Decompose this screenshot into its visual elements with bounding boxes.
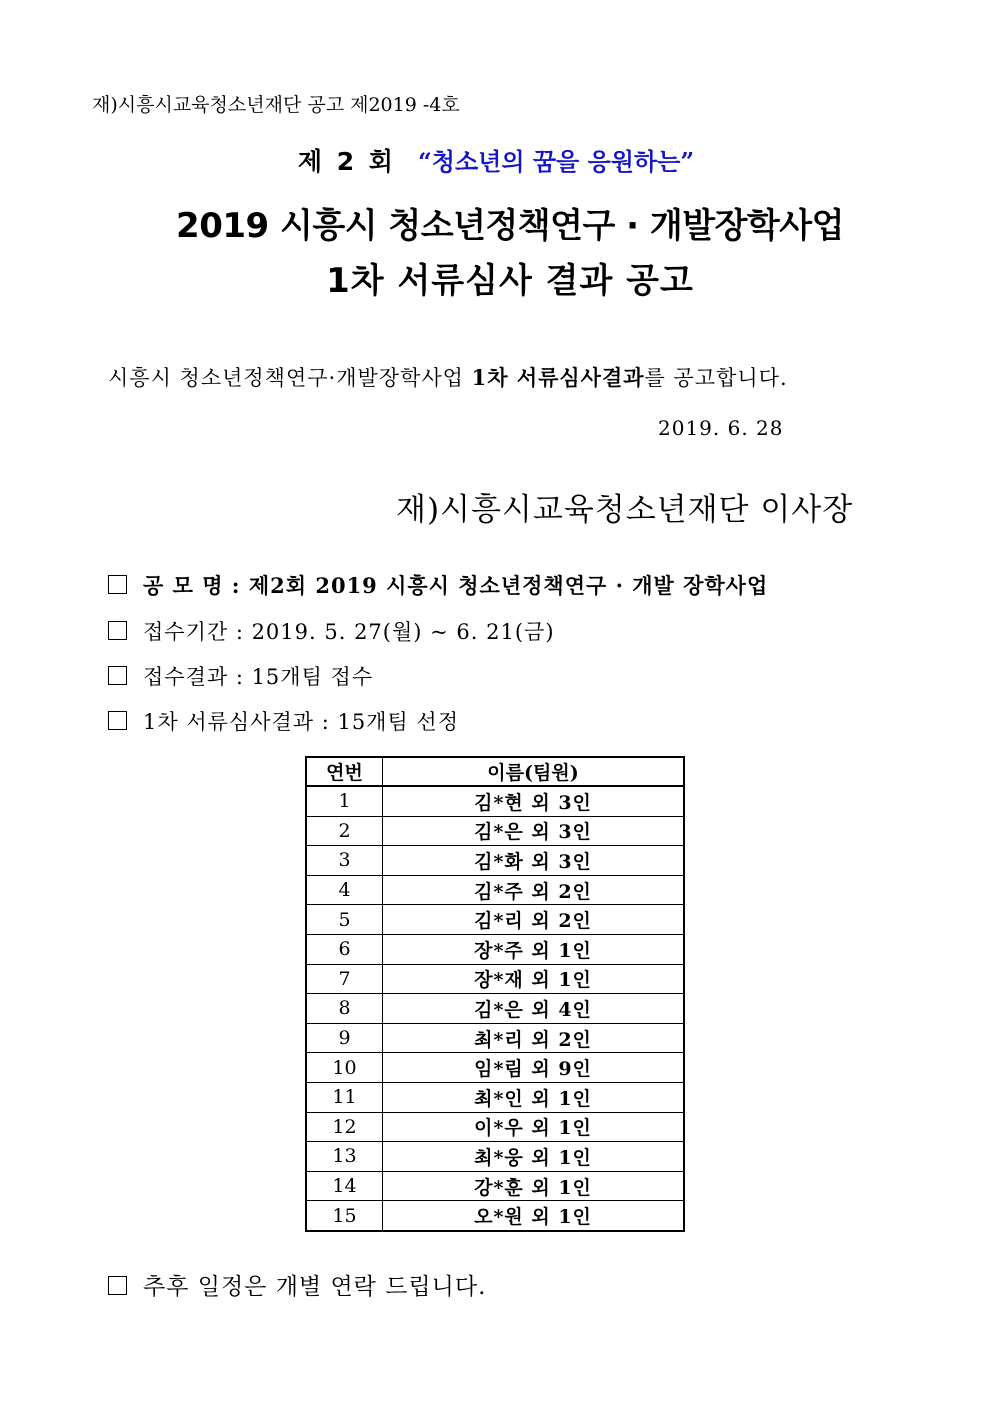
checkbox-icon <box>108 1276 127 1295</box>
row-team-name: 김*은 외 4인 <box>383 994 685 1024</box>
intro-text <box>108 362 788 392</box>
row-number: 4 <box>306 875 383 905</box>
row-number: 1 <box>306 786 383 816</box>
intro-after: 를 공고합니다. <box>644 366 788 390</box>
table-header-row <box>306 757 684 786</box>
row-number: 11 <box>306 1082 383 1112</box>
signature: 재)시흥시교육청소년재단 이사장 <box>396 492 854 528</box>
table-row <box>306 1053 684 1083</box>
row-number: 5 <box>306 905 383 935</box>
row-number: 9 <box>306 1023 383 1053</box>
checkbox-icon <box>108 711 127 730</box>
row-number: 14 <box>306 1171 383 1201</box>
row-team-name: 임*림 외 9인 <box>383 1053 685 1083</box>
row-team-name: 최*인 외 1인 <box>383 1082 685 1112</box>
table-row <box>306 875 684 905</box>
row-number: 6 <box>306 934 383 964</box>
row-number: 8 <box>306 994 383 1024</box>
row-team-name: 장*재 외 1인 <box>383 964 685 994</box>
notice-number: 재)시흥시교육청소년재단 공고 제2019 -4호 <box>92 94 460 116</box>
item-received <box>108 661 373 691</box>
table-row <box>306 1142 684 1172</box>
item-competition-text: 공 모 명 : 제2회 2019 시흥시 청소년정책연구 · 개발 장학사업 <box>143 573 769 598</box>
table-row <box>306 1023 684 1053</box>
table-row <box>306 1082 684 1112</box>
table-row <box>306 786 684 816</box>
row-number: 2 <box>306 816 383 846</box>
notice-date: 2019. 6. 28 <box>658 416 784 440</box>
footer-note-text: 추후 일정은 개별 연락 드립니다. <box>143 1274 487 1300</box>
row-team-name: 김*화 외 3인 <box>383 846 685 876</box>
row-number: 3 <box>306 846 383 876</box>
row-number: 13 <box>306 1142 383 1172</box>
table-row <box>306 816 684 846</box>
table-row <box>306 1171 684 1201</box>
row-team-name: 강*훈 외 1인 <box>383 1171 685 1201</box>
row-team-name: 최*웅 외 1인 <box>383 1142 685 1172</box>
row-team-name: 김*현 외 3인 <box>383 786 685 816</box>
item-result <box>108 706 459 736</box>
row-team-name: 오*원 외 1인 <box>383 1201 685 1231</box>
results-table <box>305 756 685 1232</box>
intro-bold: 1차 서류심사결과 <box>471 365 645 390</box>
item-period <box>108 616 555 646</box>
table-row <box>306 934 684 964</box>
table-row <box>306 964 684 994</box>
page-subtitle: 1차 서류심사 결과 공고 <box>326 261 694 301</box>
row-team-name: 최*리 외 2인 <box>383 1023 685 1053</box>
slogan: “청소년의 꿈을 응원하는” <box>417 147 695 176</box>
row-number: 15 <box>306 1201 383 1231</box>
round-number: 제 2 회 <box>297 147 396 176</box>
footer-note <box>108 1268 486 1301</box>
row-team-name: 장*주 외 1인 <box>383 934 685 964</box>
checkbox-icon <box>108 621 127 640</box>
row-number: 10 <box>306 1053 383 1083</box>
row-team-name: 김*은 외 3인 <box>383 816 685 846</box>
intro-before: 시흥시 청소년정책연구·개발장학사업 <box>108 366 472 390</box>
table-row <box>306 905 684 935</box>
table-row <box>306 1201 684 1231</box>
item-received-text: 접수결과 : 15개팀 접수 <box>143 665 374 689</box>
table-row <box>306 1112 684 1142</box>
checkbox-icon <box>108 666 127 685</box>
row-team-name: 이*우 외 1인 <box>383 1112 685 1142</box>
table-row <box>306 994 684 1024</box>
item-period-text: 접수기간 : 2019. 5. 27(월) ~ 6. 21(금) <box>143 620 555 644</box>
item-competition <box>108 570 768 600</box>
row-team-name: 김*주 외 2인 <box>383 875 685 905</box>
checkbox-icon <box>108 575 127 594</box>
row-team-name: 김*리 외 2인 <box>383 905 685 935</box>
item-result-text: 1차 서류심사결과 : 15개팀 선정 <box>143 710 460 734</box>
header-number: 연번 <box>306 757 383 786</box>
table-row <box>306 846 684 876</box>
round-line <box>0 142 992 178</box>
header-name: 이름(팀원) <box>383 757 685 786</box>
row-number: 7 <box>306 964 383 994</box>
row-number: 12 <box>306 1112 383 1142</box>
page-title: 2019 시흥시 청소년정책연구 · 개발장학사업 <box>176 206 844 246</box>
